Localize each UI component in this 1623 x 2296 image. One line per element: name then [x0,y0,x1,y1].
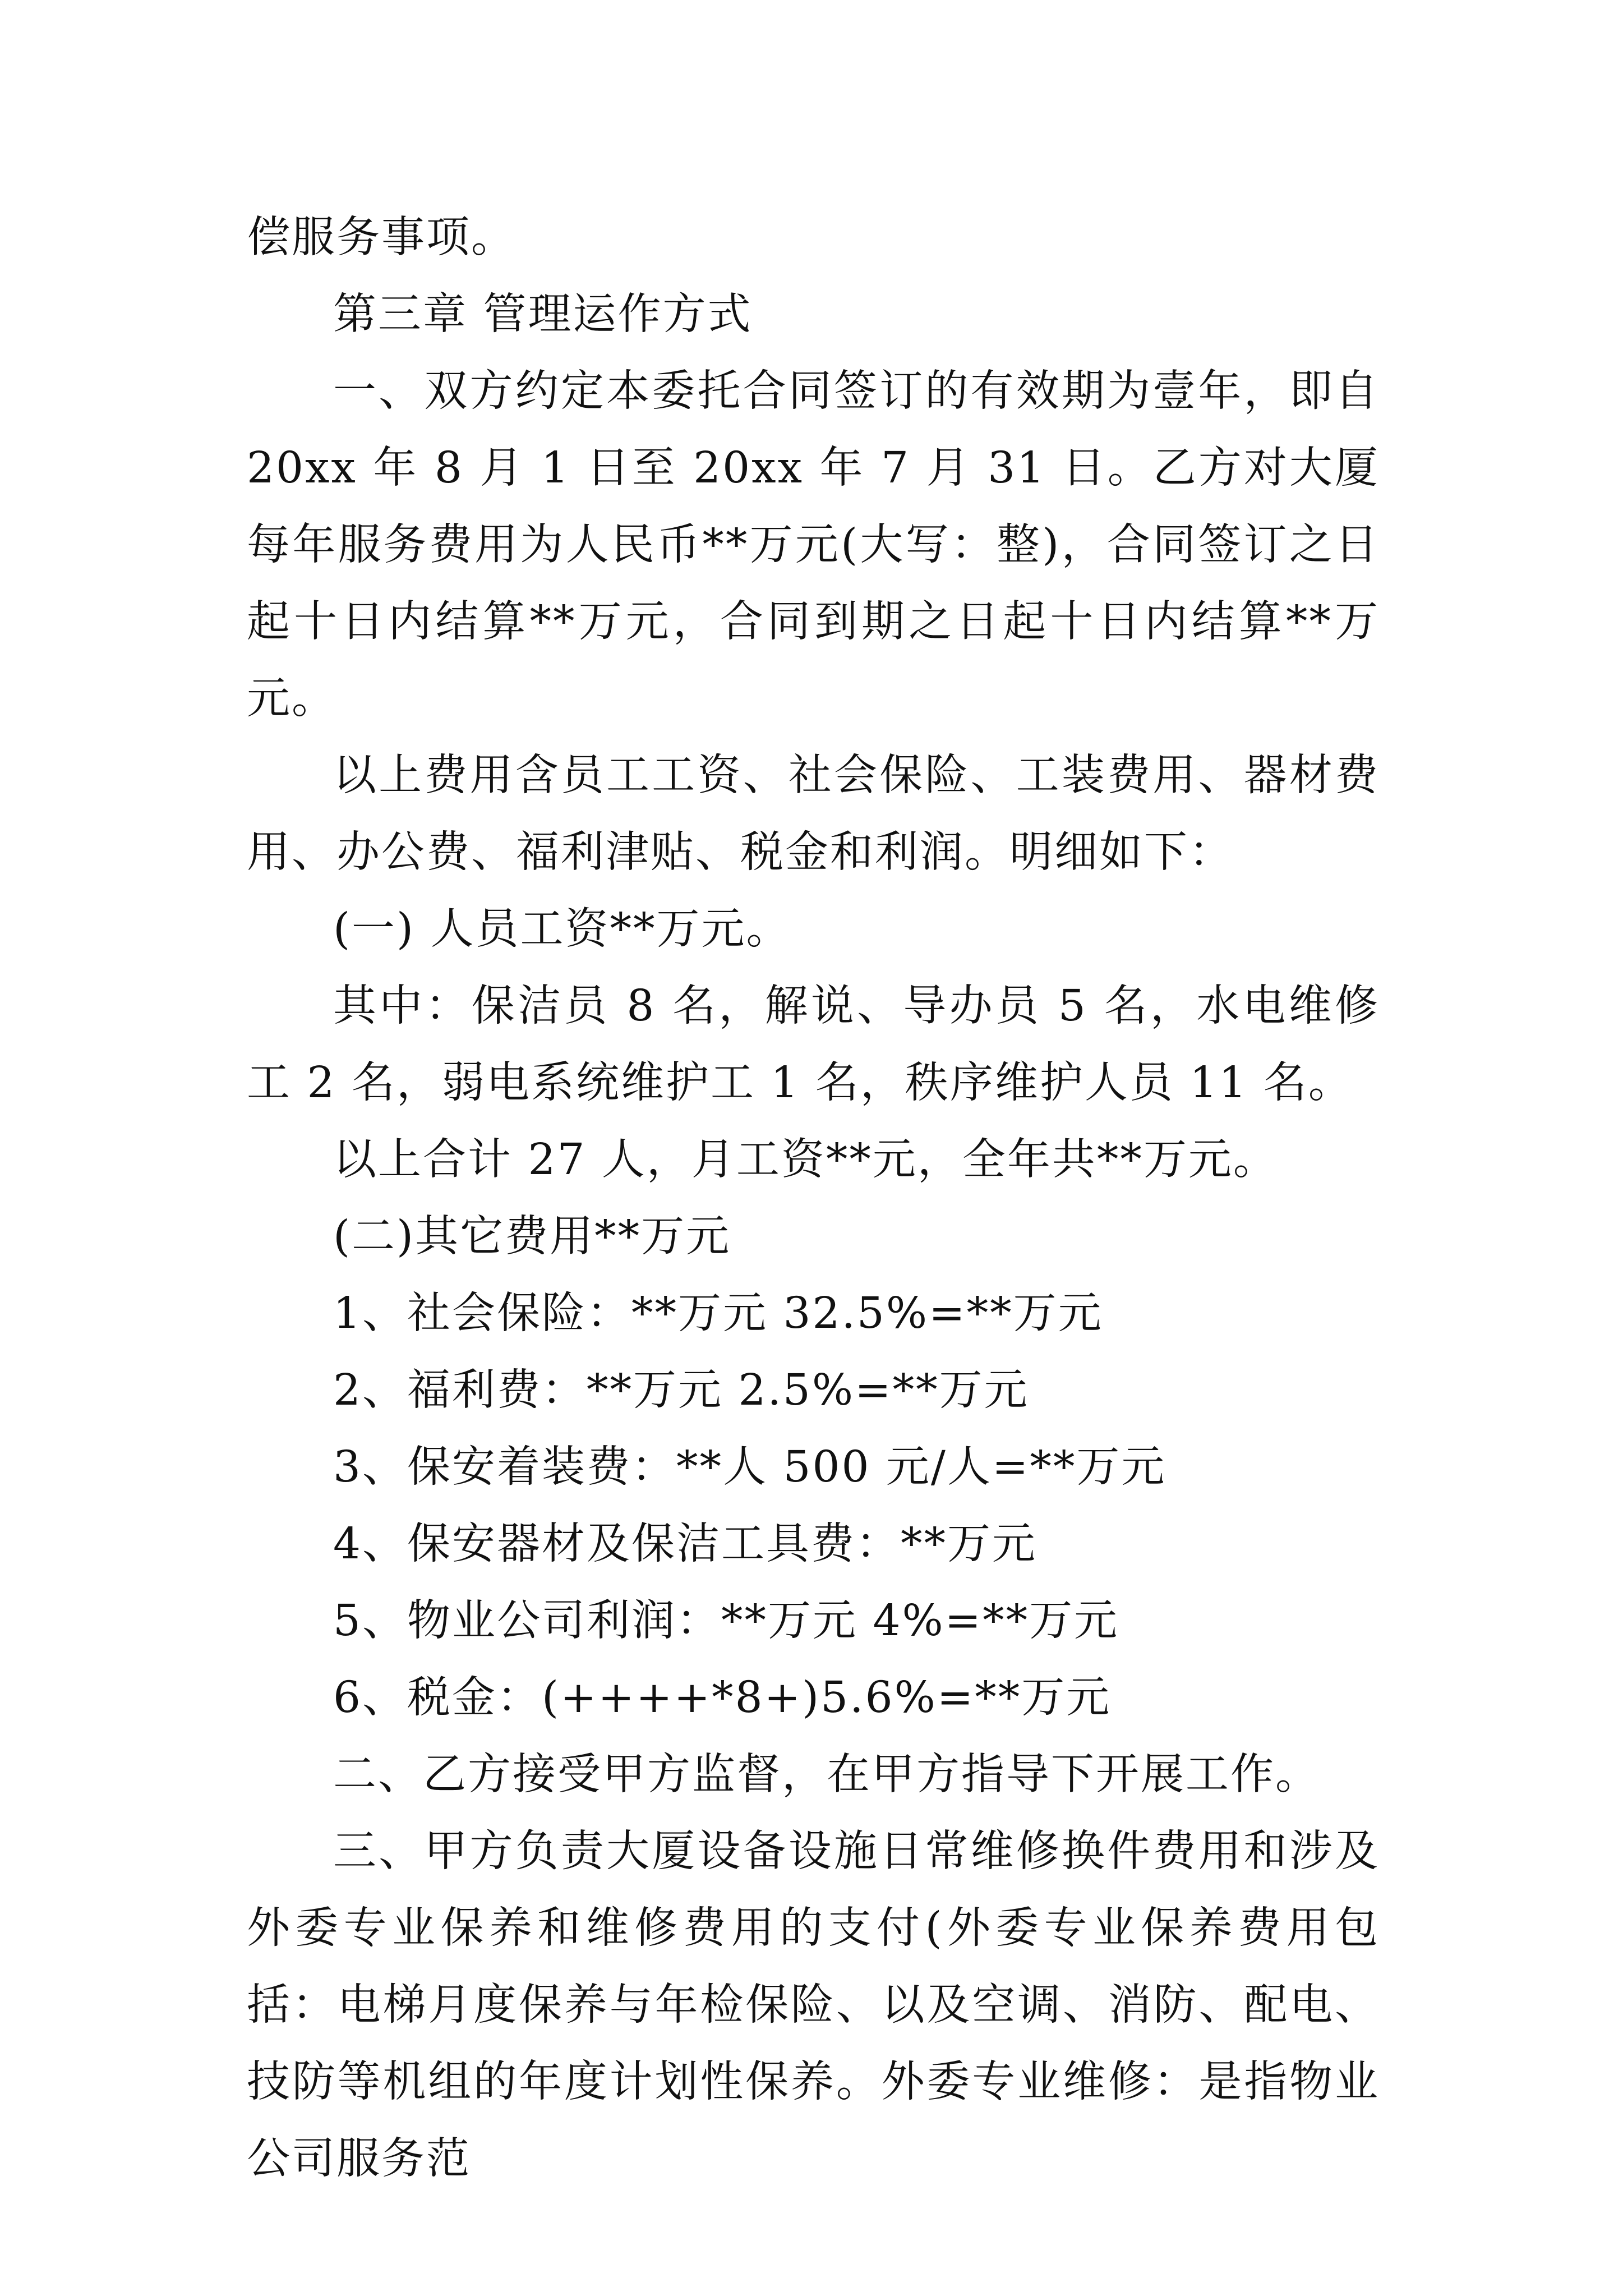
paragraph-maintenance: 三、甲方负责大厦设备设施日常维修换件费用和涉及外委专业保养和维修费用的支付(外委专业保养费用包括：电梯月度保养与年检保险、以及空调、消防、配电、技防等机组的年度计划性保养。外委专业维修：是指物业公司服务范 [247,1826,1380,2184]
paragraph-continuation: 偿服务事项。 [247,213,516,263]
chapter-heading: 第三章 管理运作方式 [333,289,753,339]
list-item-other-fees: (二)其它费用**万元 [333,1212,731,1262]
list-item-profit: 5、物业公司利润：**万元 4%=**万元 [333,1596,1119,1646]
document-body [247,199,1380,2197]
list-item-equipment: 4、保安器材及保洁工具费：**万元 [333,1519,1037,1569]
list-item-staff-wages: (一) 人员工资**万元。 [333,904,791,954]
list-item-uniform: 3、保安着装费：**人 500 元/人=**万元 [333,1442,1166,1492]
paragraph-staff-breakdown: 其中：保洁员 8 名，解说、导办员 5 名，水电维修工 2 名，弱电系统维护工 1 名，秩序维护人员 11 名。 [247,981,1380,1108]
list-item-welfare: 2、福利费：**万元 2.5%=**万元 [333,1365,1029,1415]
list-item-social-insurance: 1、社会保险：**万元 32.5%=**万元 [333,1289,1103,1338]
paragraph-term: 一、双方约定本委托合同签订的有效期为壹年，即自20xx 年 8 月 1 日至 20xx 年 7 月 31 日。乙方对大厦每年服务费用为人民币**万元(大写：整)，合同签订之日起十日内结算**万元，合同到期之日起十日内结算**万元。 [247,366,1380,724]
paragraph-fee-scope: 以上费用含员工工资、社会保险、工装费用、器材费用、办公费、福利津贴、税金和利润。明细如下： [247,751,1380,877]
paragraph-supervision: 二、乙方接受甲方监督，在甲方指导下开展工作。 [333,1750,1320,1800]
paragraph-staff-total: 以上合计 27 人，月工资**元，全年共**万元。 [333,1135,1278,1185]
list-item-tax: 6、税金：(++++*8+)5.6%=**万元 [333,1673,1112,1723]
